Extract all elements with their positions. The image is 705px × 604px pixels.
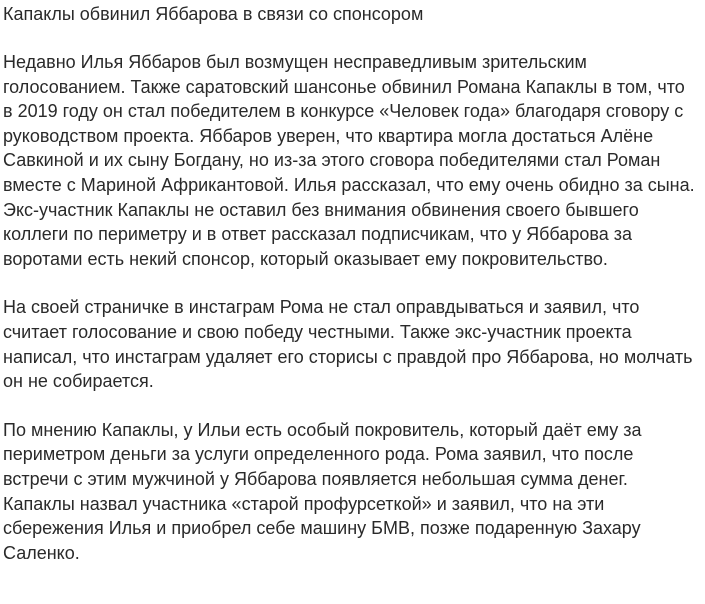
article-paragraph-1: Недавно Илья Яббаров был возмущен несправедливым зрительским голосованием. Также саратовский шансонье обвинил Романа Капаклы в том, что в 2019 году он стал победителем в конкурсе «Человек года» благодаря сговору с руководством проекта. Яббаров уверен, что квартира могла достаться Алёне Савкиной и их сыну Богдану, но из-за этого сговора победителями стал Роман вместе с Мариной Африкантовой. Илья рассказал, что ему очень обидно за сына. Экс-участник Капаклы не оставил без внимания обвинения своего бывшего коллеги по периметру и в ответ рассказал подписчикам, что у Яббарова за воротами есть некий спонсор, который оказывает ему покровительство.: [3, 52, 695, 269]
article-title: Капаклы обвинил Яббарова в связи со спонсором: [3, 4, 424, 24]
article-paragraph-2: На своей страничке в инстаграм Рома не стал оправдываться и заявил, что считает голосование и свою победу честными. Также экс-участник проекта написал, что инстаграм удаляет его сторисы с правдой про Яббарова, но молчать он не собирается.: [3, 297, 693, 392]
article-paragraph-3: По мнению Капаклы, у Ильи есть особый покровитель, который даёт ему за периметром деньги за услуги определенного рода. Рома заявил, что после встречи с этим мужчиной у Яббарова появляется небольшая сумма денег. Капаклы назвал участника «старой профурсеткой» и заявил, что на эти сбережения Илья и приобрел себе машину БМВ, позже подаренную Захару Саленко.: [3, 419, 642, 563]
